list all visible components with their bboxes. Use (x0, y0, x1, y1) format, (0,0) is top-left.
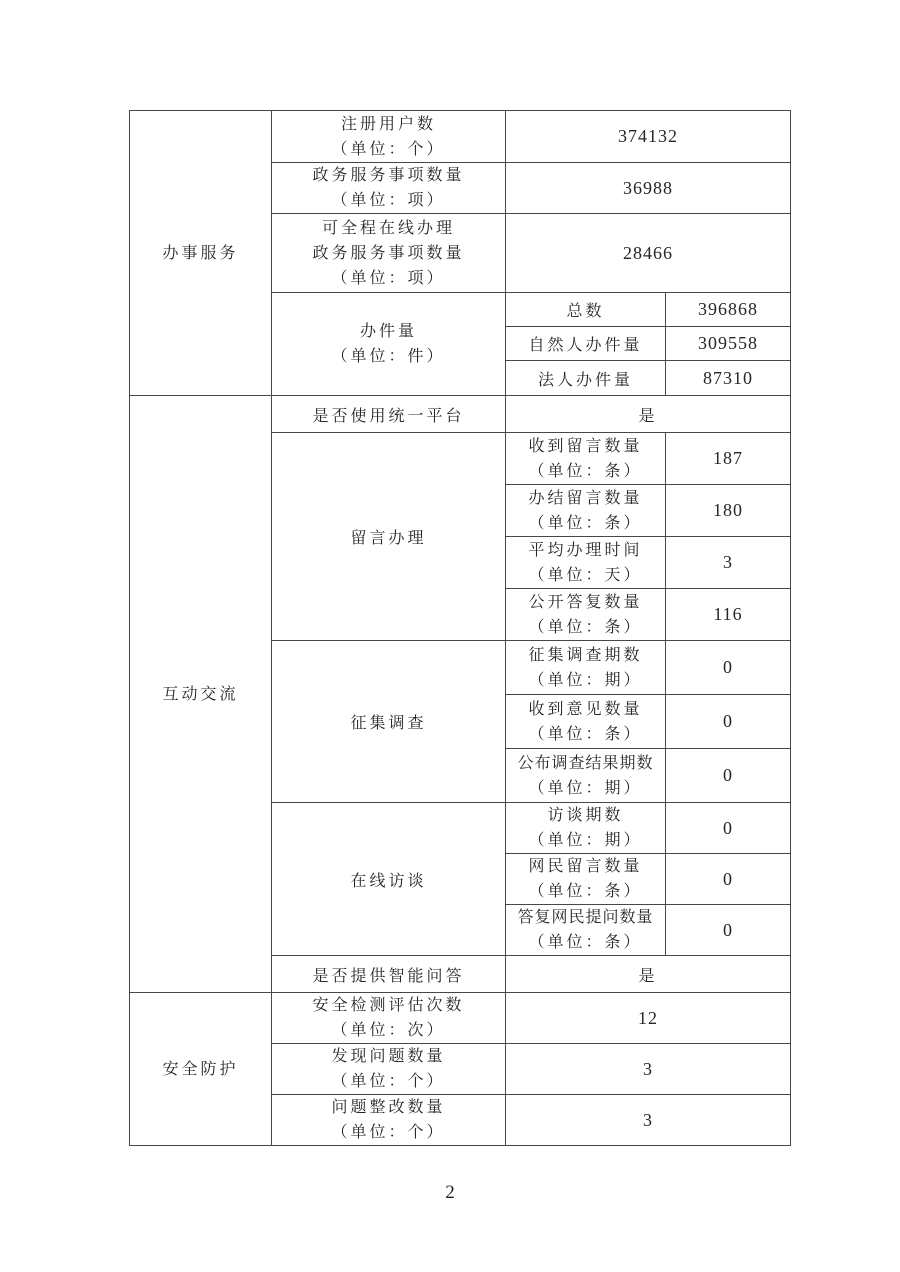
category-cell-banshi (130, 111, 272, 396)
sub-label: 自然人办件量 (528, 337, 643, 354)
item-cell (272, 993, 506, 1044)
value-cell (506, 1095, 791, 1146)
sub-value-cell (666, 854, 791, 905)
item-label: 发现问题数量 (331, 1048, 446, 1065)
sub-label: 征集调查期数 (528, 646, 643, 664)
item-label: 办件量 (359, 323, 417, 340)
item-cell-liuyan (272, 433, 506, 641)
unit-label: （单位：条） (528, 883, 643, 900)
unit-label: （单位：条） (528, 618, 643, 636)
sub-value: 396868 (698, 299, 758, 319)
item-label: 安全检测评估次数 (312, 997, 465, 1014)
item-cell (272, 1095, 506, 1146)
sub-label-cell (506, 695, 666, 749)
item-label: 可全程在线办理 (321, 219, 455, 237)
item-label: 是否提供智能问答 (312, 967, 465, 985)
unit-label: （单位：件） (331, 348, 446, 365)
item-label: 征集调查 (350, 715, 427, 732)
sub-value: 3 (723, 552, 733, 572)
item-cell (272, 163, 506, 214)
value-text: 36988 (623, 177, 673, 198)
sub-value-cell (666, 361, 791, 396)
sub-value-cell (666, 905, 791, 956)
sub-label-cell (506, 803, 666, 854)
sub-label-cell (506, 433, 666, 485)
sub-label: 公布调查结果期数 (517, 754, 654, 772)
value-text: 是 (638, 967, 658, 985)
unit-label: （单位：条） (528, 934, 643, 951)
unit-label: （单位：个） (331, 1073, 446, 1090)
unit-label: （单位：个） (331, 1124, 446, 1141)
sub-value: 0 (723, 919, 733, 940)
item-cell-zhengji (272, 641, 506, 803)
item-label: 留言办理 (350, 530, 427, 547)
item-cell (272, 956, 506, 993)
table-row (130, 111, 791, 163)
sub-value-cell (666, 433, 791, 485)
sub-value-cell (666, 641, 791, 695)
unit-label: （单位：次） (331, 1022, 446, 1039)
sub-label: 访谈期数 (547, 807, 624, 824)
item-label: 问题整改数量 (331, 1099, 446, 1116)
unit-label: （单位：天） (528, 566, 643, 584)
item-label: 政务服务事项数量 (312, 167, 465, 184)
unit-label: （单位：个） (331, 140, 446, 158)
sub-value-cell (666, 293, 791, 327)
sub-label: 收到留言数量 (528, 437, 643, 455)
unit-label: （单位：期） (528, 671, 643, 689)
value-text: 3 (643, 1058, 653, 1079)
sub-label-cell (506, 327, 666, 361)
sub-value: 187 (713, 448, 743, 468)
value-cell (506, 214, 791, 293)
value-text: 12 (638, 1007, 658, 1028)
category-label: 互动交流 (162, 685, 239, 703)
item-cell-banjianliang (272, 293, 506, 396)
category-label: 办事服务 (162, 244, 239, 262)
sub-value-cell (666, 695, 791, 749)
sub-value: 309558 (698, 333, 758, 353)
sub-label-cell (506, 905, 666, 956)
category-cell-hudong (130, 396, 272, 993)
sub-value: 87310 (703, 367, 753, 388)
sub-label-cell (506, 854, 666, 905)
value-text: 3 (643, 1109, 653, 1130)
value-cell (506, 163, 791, 214)
sub-label: 总数 (566, 303, 605, 320)
sub-label: 公开答复数量 (528, 593, 643, 611)
category-label: 安全防护 (162, 1060, 239, 1078)
sub-label-cell (506, 641, 666, 695)
value-cell (506, 396, 791, 433)
sub-value-cell (666, 749, 791, 803)
item-cell (272, 396, 506, 433)
unit-label: （单位：条） (528, 514, 643, 532)
sub-value: 0 (723, 817, 733, 838)
item-cell-zaixian (272, 803, 506, 956)
unit-label: （单位：期） (528, 832, 643, 849)
sub-value: 180 (713, 500, 743, 520)
value-text: 374132 (618, 126, 678, 146)
item-cell (272, 111, 506, 163)
unit-label: （单位：项） (331, 192, 446, 209)
sub-value: 0 (723, 711, 733, 731)
sub-label: 网民留言数量 (528, 858, 643, 875)
sub-value: 116 (713, 604, 743, 624)
sub-value: 0 (723, 868, 733, 889)
sub-label-cell (506, 485, 666, 537)
report-table (129, 110, 791, 1146)
value-text: 是 (638, 407, 658, 425)
sub-label: 办结留言数量 (528, 489, 643, 507)
unit-label: （单位：项） (331, 269, 446, 287)
item-label-line2: 政务服务事项数量 (312, 244, 465, 262)
sub-label-cell (506, 537, 666, 589)
sub-label: 答复网民提问数量 (517, 909, 654, 926)
sub-label-cell (506, 361, 666, 396)
sub-label-cell (506, 589, 666, 641)
sub-label-cell (506, 293, 666, 327)
sub-value-cell (666, 589, 791, 641)
item-cell (272, 1044, 506, 1095)
sub-value: 0 (723, 657, 733, 677)
category-cell-anquan (130, 993, 272, 1146)
unit-label: （单位：条） (528, 462, 643, 480)
sub-value-cell (666, 537, 791, 589)
value-cell (506, 111, 791, 163)
table-row (130, 993, 791, 1044)
page-number: 2 (445, 1182, 455, 1203)
item-label: 注册用户数 (340, 115, 436, 133)
item-label: 是否使用统一平台 (312, 407, 465, 425)
table-row (130, 396, 791, 433)
value-cell (506, 1044, 791, 1095)
unit-label: （单位：条） (528, 725, 643, 743)
value-cell (506, 956, 791, 993)
item-label: 在线访谈 (350, 872, 427, 890)
value-cell (506, 993, 791, 1044)
sub-value: 0 (723, 765, 733, 785)
sub-value-cell (666, 327, 791, 361)
sub-value-cell (666, 803, 791, 854)
sub-label-cell (506, 749, 666, 803)
value-text: 28466 (623, 242, 673, 263)
sub-label: 平均办理时间 (528, 541, 643, 559)
item-cell (272, 214, 506, 293)
sub-value-cell (666, 485, 791, 537)
sub-label: 法人办件量 (537, 371, 633, 389)
unit-label: （单位：期） (528, 779, 643, 797)
sub-label: 收到意见数量 (528, 700, 643, 718)
